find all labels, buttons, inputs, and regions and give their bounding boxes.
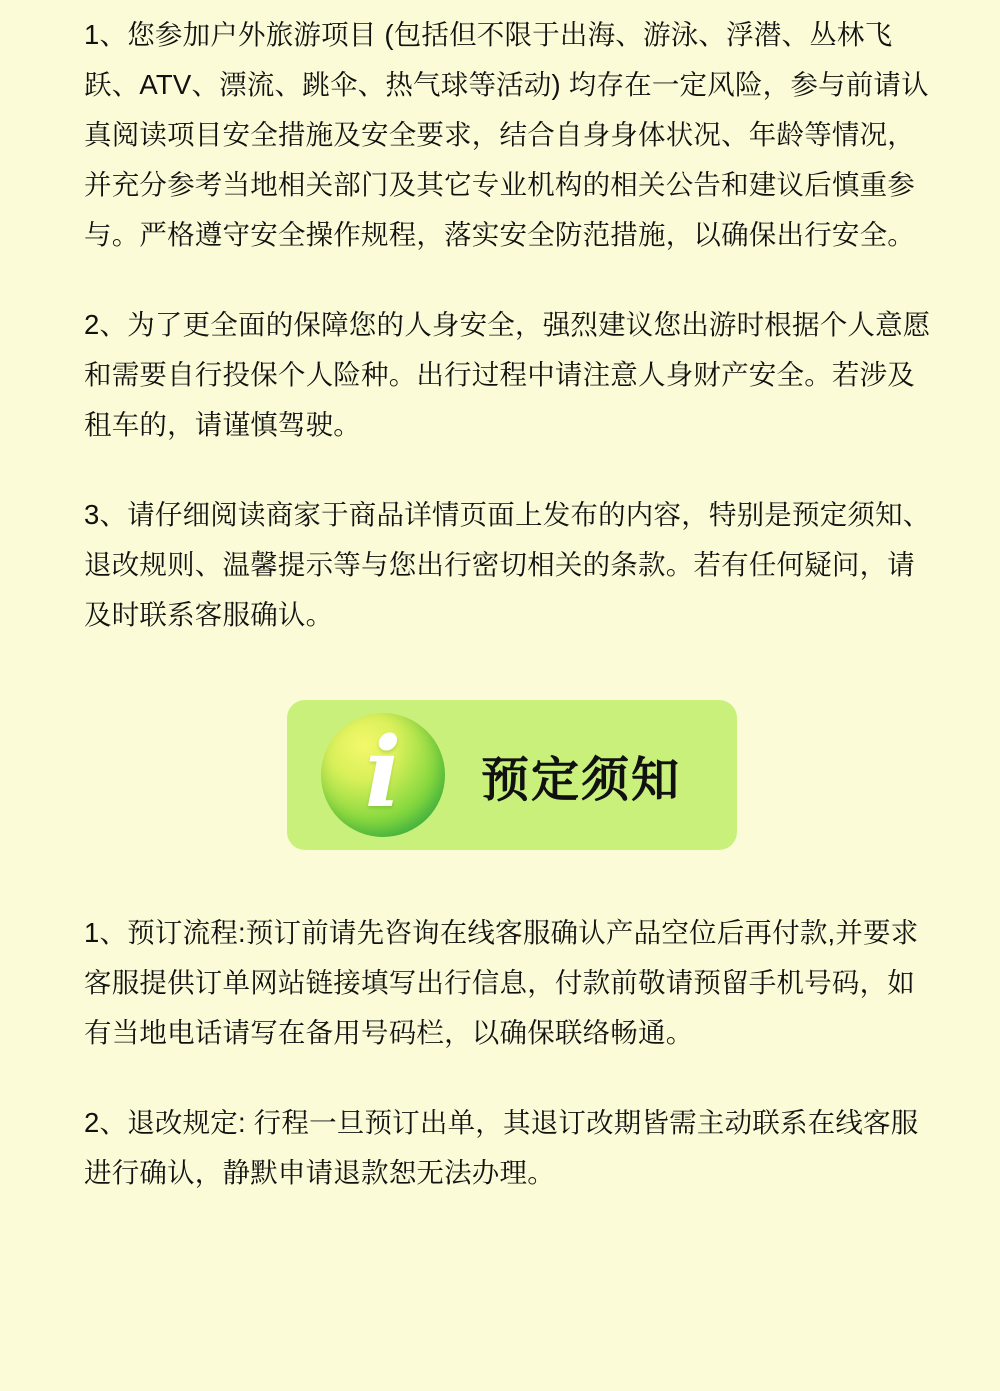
safety-paragraph-3: 3、请仔细阅读商家于商品详情页面上发布的内容，特别是预定须知、退改规则、温馨提示等与您出行密切相关的条款。若有任何疑问，请及时联系客服确认。 (84, 499, 931, 630)
banner-title: 预定须知 (481, 753, 682, 807)
booking-paragraph-1: 1、预订流程:预订前请先咨询在线客服确认产品空位后再付款,并要求客服提供订单网站链接填写出行信息，付款前敬请预留手机号码，如有当地电话请写在备用号码栏，以确保联络畅通。 (84, 917, 919, 1048)
info-icon-glyph: i (364, 716, 402, 829)
booking-notice-section (84, 908, 940, 1198)
banner-inner (287, 700, 737, 850)
safety-notice-section (84, 0, 940, 640)
booking-notice-banner (84, 700, 940, 850)
bottom-spacer (84, 1238, 940, 1328)
safety-paragraph-1: 1、您参加户外旅游项目 (包括但不限于出海、游泳、浮潜、丛林飞跃、ATV、漂流、跳伞、热气球等活动) 均存在一定风险，参与前请认真阅读项目安全措施及安全要求，结合自身身体状况、年龄等情况，并充分参考当地相关部门及其它专业机构的相关公告和建议后慎重参与。严格遵守安全操作规程，落实安全防范措施，以确保出行安全。 (84, 19, 929, 250)
booking-paragraph-2: 2、退改规定: 行程一旦预订出单，其退订改期皆需主动联系在线客服进行确认，静默申请退款恕无法办理。 (84, 1107, 919, 1188)
info-icon (321, 713, 445, 837)
safety-paragraph-2: 2、为了更全面的保障您的人身安全，强烈建议您出游时根据个人意愿和需要自行投保个人险种。出行过程中请注意人身财产安全。若涉及租车的，请谨慎驾驶。 (84, 309, 931, 440)
